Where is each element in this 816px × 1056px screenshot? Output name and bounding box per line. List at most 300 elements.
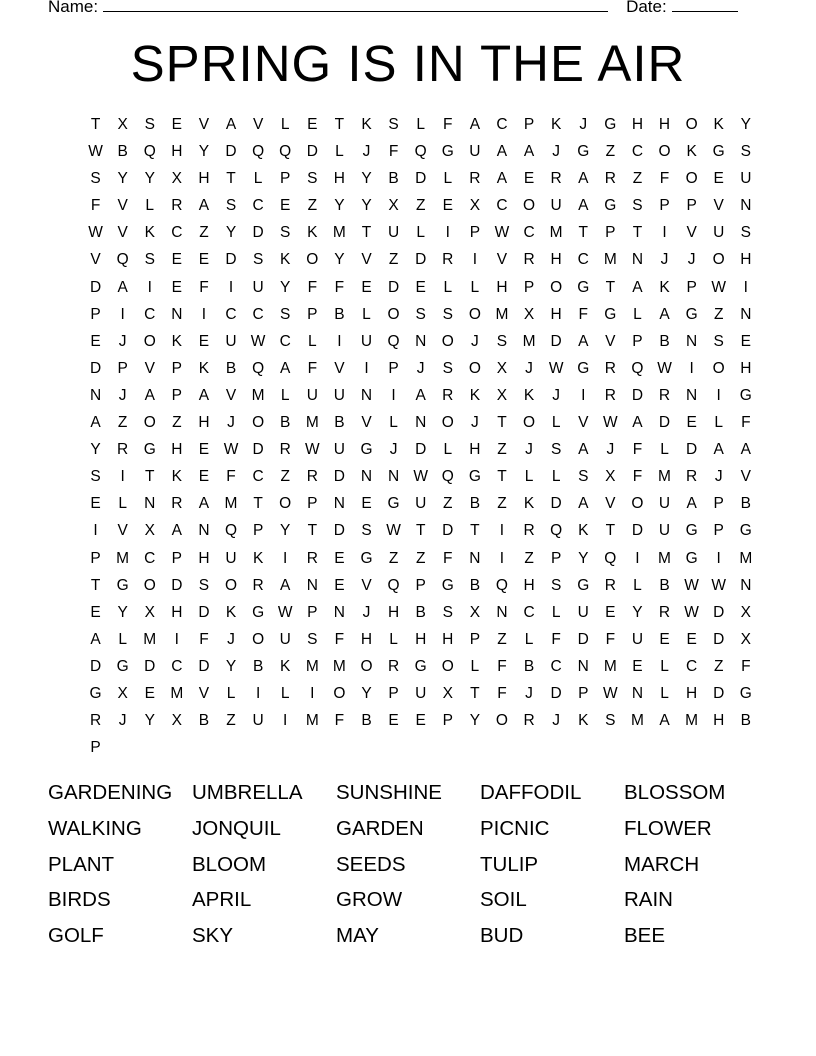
grid-letter[interactable]: P bbox=[307, 495, 318, 513]
grid-letter[interactable]: E bbox=[90, 332, 101, 350]
grid-letter[interactable]: J bbox=[227, 630, 235, 648]
grid-letter[interactable]: J bbox=[389, 441, 398, 459]
grid-letter[interactable]: Z bbox=[415, 197, 426, 215]
name-blank-line[interactable] bbox=[103, 0, 608, 12]
grid-letter[interactable]: G bbox=[739, 522, 752, 540]
grid-letter[interactable]: E bbox=[713, 170, 724, 188]
grid-letter[interactable]: O bbox=[279, 495, 292, 513]
grid-letter[interactable]: I bbox=[472, 251, 478, 269]
grid-letter[interactable]: N bbox=[387, 468, 400, 486]
grid-letter[interactable]: M bbox=[603, 657, 617, 675]
date-blank-line[interactable] bbox=[672, 0, 738, 12]
grid-letter[interactable]: P bbox=[523, 116, 535, 133]
grid-letter[interactable]: L bbox=[335, 143, 344, 161]
grid-letter[interactable]: B bbox=[740, 495, 751, 513]
grid-letter[interactable]: S bbox=[198, 576, 210, 594]
grid-letter[interactable]: X bbox=[605, 468, 616, 486]
grid-letter[interactable]: H bbox=[171, 603, 183, 621]
grid-letter[interactable]: Y bbox=[740, 116, 751, 133]
grid-letter[interactable]: O bbox=[224, 576, 238, 594]
grid-letter[interactable]: B bbox=[659, 332, 670, 350]
grid-letter[interactable]: D bbox=[252, 224, 264, 242]
grid-letter[interactable]: F bbox=[551, 630, 561, 648]
grid-letter[interactable]: W bbox=[88, 224, 103, 242]
grid-letter[interactable]: X bbox=[740, 630, 751, 648]
grid-letter[interactable]: Y bbox=[361, 684, 372, 702]
grid-letter[interactable]: Y bbox=[578, 549, 589, 567]
grid-letter[interactable]: U bbox=[225, 549, 237, 567]
grid-letter[interactable]: A bbox=[659, 305, 670, 323]
grid-letter[interactable]: T bbox=[497, 414, 507, 432]
grid-letter[interactable]: W bbox=[223, 441, 239, 459]
grid-letter[interactable]: F bbox=[388, 143, 399, 161]
grid-letter[interactable]: O bbox=[685, 116, 698, 133]
grid-letter[interactable]: E bbox=[198, 251, 210, 269]
grid-letter[interactable]: M bbox=[305, 414, 319, 432]
grid-letter[interactable]: H bbox=[198, 170, 210, 188]
grid-letter[interactable]: G bbox=[441, 576, 454, 594]
grid-letter[interactable]: Y bbox=[361, 170, 372, 188]
grid-letter[interactable]: M bbox=[305, 712, 319, 730]
grid-letter[interactable]: W bbox=[548, 359, 564, 377]
grid-letter[interactable]: Z bbox=[497, 630, 507, 648]
grid-letter[interactable]: V bbox=[361, 576, 372, 594]
grid-letter[interactable]: L bbox=[633, 576, 642, 594]
grid-letter[interactable]: V bbox=[252, 116, 264, 133]
grid-letter[interactable]: J bbox=[362, 603, 371, 621]
grid-letter[interactable]: Z bbox=[713, 305, 724, 323]
grid-letter[interactable]: M bbox=[603, 251, 617, 269]
grid-letter[interactable]: B bbox=[361, 712, 372, 730]
grid-letter[interactable]: A bbox=[225, 116, 237, 133]
grid-letter[interactable]: S bbox=[740, 224, 751, 242]
grid-letter[interactable]: A bbox=[578, 495, 589, 513]
grid-letter[interactable]: G bbox=[252, 603, 265, 621]
grid-letter[interactable]: O bbox=[143, 414, 156, 432]
grid-letter[interactable]: Q bbox=[224, 522, 238, 540]
grid-letter[interactable]: I bbox=[743, 278, 748, 296]
grid-letter[interactable]: L bbox=[551, 414, 561, 432]
grid-letter[interactable]: S bbox=[578, 468, 589, 486]
grid-letter[interactable]: T bbox=[226, 170, 236, 188]
grid-letter[interactable]: X bbox=[496, 359, 508, 377]
grid-letter[interactable]: H bbox=[171, 441, 183, 459]
grid-letter[interactable]: Y bbox=[90, 441, 101, 459]
grid-letter[interactable]: G bbox=[685, 549, 698, 567]
grid-letter[interactable]: S bbox=[361, 522, 372, 540]
grid-letter[interactable]: L bbox=[145, 197, 155, 215]
grid-letter[interactable]: I bbox=[364, 359, 369, 377]
grid-letter[interactable]: E bbox=[740, 332, 751, 350]
grid-letter[interactable]: N bbox=[144, 495, 156, 513]
grid-letter[interactable]: K bbox=[171, 332, 182, 350]
grid-letter[interactable]: U bbox=[577, 603, 589, 621]
grid-letter[interactable]: P bbox=[713, 495, 724, 513]
grid-letter[interactable]: Y bbox=[225, 224, 237, 242]
grid-letter[interactable]: C bbox=[631, 143, 644, 161]
grid-letter[interactable]: P bbox=[90, 305, 101, 323]
grid-letter[interactable]: I bbox=[310, 684, 315, 702]
grid-letter[interactable]: M bbox=[630, 712, 644, 730]
grid-letter[interactable]: Q bbox=[604, 549, 617, 567]
grid-letter[interactable]: I bbox=[147, 278, 152, 296]
grid-letter[interactable]: A bbox=[496, 143, 508, 161]
grid-letter[interactable]: Z bbox=[280, 468, 290, 486]
grid-letter[interactable]: B bbox=[388, 170, 399, 188]
grid-letter[interactable]: F bbox=[632, 468, 643, 486]
grid-letter[interactable]: M bbox=[251, 386, 265, 404]
grid-letter[interactable]: K bbox=[198, 359, 210, 377]
grid-letter[interactable]: O bbox=[712, 359, 725, 377]
grid-letter[interactable]: P bbox=[605, 224, 616, 242]
grid-letter[interactable]: D bbox=[333, 522, 345, 540]
grid-letter[interactable]: V bbox=[144, 359, 155, 377]
grid-letter[interactable]: L bbox=[443, 170, 453, 188]
grid-letter[interactable]: D bbox=[89, 359, 102, 377]
grid-letter[interactable]: T bbox=[90, 116, 101, 133]
grid-letter[interactable]: V bbox=[605, 332, 616, 350]
grid-letter[interactable]: R bbox=[171, 495, 183, 513]
grid-letter[interactable]: R bbox=[658, 603, 671, 621]
grid-letter[interactable]: H bbox=[198, 549, 210, 567]
grid-letter[interactable]: I bbox=[283, 712, 288, 730]
grid-letter[interactable]: Z bbox=[388, 549, 399, 567]
grid-letter[interactable]: S bbox=[225, 197, 237, 215]
grid-letter[interactable]: H bbox=[333, 170, 345, 188]
grid-letter[interactable]: O bbox=[631, 495, 644, 513]
grid-letter[interactable]: D bbox=[306, 143, 318, 161]
grid-letter[interactable]: N bbox=[740, 576, 752, 594]
grid-letter[interactable]: N bbox=[469, 549, 481, 567]
grid-letter[interactable]: I bbox=[499, 522, 505, 540]
grid-letter[interactable]: X bbox=[496, 386, 508, 404]
grid-letter[interactable]: L bbox=[443, 441, 453, 459]
grid-letter[interactable]: Y bbox=[144, 170, 155, 188]
grid-letter[interactable]: G bbox=[116, 576, 129, 594]
grid-letter[interactable]: V bbox=[117, 522, 128, 540]
grid-letter[interactable]: E bbox=[171, 116, 182, 133]
grid-letter[interactable]: F bbox=[497, 684, 507, 702]
grid-letter[interactable]: Z bbox=[172, 414, 182, 432]
grid-letter[interactable]: J bbox=[552, 712, 561, 730]
grid-letter[interactable]: D bbox=[631, 386, 644, 404]
grid-letter[interactable]: V bbox=[496, 251, 508, 269]
grid-letter[interactable]: D bbox=[713, 630, 725, 648]
grid-letter[interactable]: G bbox=[685, 305, 698, 323]
grid-letter[interactable]: K bbox=[307, 224, 318, 242]
grid-letter[interactable]: Y bbox=[117, 170, 128, 188]
grid-letter[interactable]: O bbox=[441, 414, 454, 432]
grid-letter[interactable]: D bbox=[171, 576, 183, 594]
grid-letter[interactable]: G bbox=[739, 386, 752, 404]
grid-letter[interactable]: T bbox=[253, 495, 263, 513]
grid-letter[interactable]: X bbox=[388, 197, 399, 215]
grid-letter[interactable]: S bbox=[550, 441, 562, 459]
grid-letter[interactable]: D bbox=[415, 170, 427, 188]
grid-letter[interactable]: E bbox=[334, 549, 345, 567]
grid-letter[interactable]: J bbox=[416, 359, 425, 377]
grid-letter[interactable]: E bbox=[415, 712, 426, 730]
grid-letter[interactable]: G bbox=[739, 684, 752, 702]
grid-letter[interactable]: M bbox=[305, 657, 319, 675]
grid-letter[interactable]: I bbox=[716, 549, 721, 567]
grid-letter[interactable]: P bbox=[578, 684, 589, 702]
grid-letter[interactable]: A bbox=[578, 441, 589, 459]
grid-letter[interactable]: K bbox=[252, 549, 264, 567]
grid-letter[interactable]: N bbox=[306, 576, 318, 594]
grid-letter[interactable]: U bbox=[740, 170, 752, 188]
grid-letter[interactable]: L bbox=[470, 278, 480, 296]
grid-letter[interactable]: O bbox=[523, 197, 536, 215]
grid-letter[interactable]: H bbox=[740, 359, 752, 377]
grid-letter[interactable]: L bbox=[389, 414, 398, 432]
grid-letter[interactable]: O bbox=[550, 278, 563, 296]
grid-letter[interactable]: Q bbox=[252, 143, 265, 161]
grid-letter[interactable]: J bbox=[227, 414, 235, 432]
grid-letter[interactable]: W bbox=[711, 278, 727, 296]
grid-letter[interactable]: C bbox=[523, 603, 535, 621]
grid-letter[interactable]: N bbox=[631, 684, 644, 702]
grid-letter[interactable]: P bbox=[307, 305, 318, 323]
grid-letter[interactable]: D bbox=[550, 332, 562, 350]
grid-letter[interactable]: D bbox=[198, 657, 210, 675]
grid-letter[interactable]: V bbox=[361, 414, 372, 432]
grid-letter[interactable]: U bbox=[631, 630, 644, 648]
grid-letter[interactable]: F bbox=[605, 630, 616, 648]
grid-letter[interactable]: L bbox=[633, 305, 642, 323]
grid-letter[interactable]: Z bbox=[307, 197, 318, 215]
grid-letter[interactable]: O bbox=[468, 359, 481, 377]
grid-letter[interactable]: C bbox=[171, 224, 183, 242]
grid-letter[interactable]: S bbox=[550, 576, 562, 594]
grid-letter[interactable]: G bbox=[577, 278, 590, 296]
grid-letter[interactable]: R bbox=[279, 441, 291, 459]
grid-letter[interactable]: R bbox=[686, 468, 698, 486]
grid-letter[interactable]: H bbox=[198, 414, 210, 432]
grid-letter[interactable]: I bbox=[716, 386, 721, 404]
grid-letter[interactable]: X bbox=[469, 197, 481, 215]
grid-letter[interactable]: U bbox=[333, 441, 345, 459]
grid-letter[interactable]: F bbox=[199, 630, 209, 648]
grid-letter[interactable]: J bbox=[687, 251, 696, 269]
grid-letter[interactable]: K bbox=[144, 224, 155, 242]
grid-letter[interactable]: O bbox=[360, 657, 373, 675]
grid-letter[interactable]: G bbox=[360, 549, 373, 567]
grid-letter[interactable]: I bbox=[120, 305, 125, 323]
grid-letter[interactable]: J bbox=[525, 359, 533, 377]
grid-letter[interactable]: J bbox=[525, 441, 533, 459]
grid-letter[interactable]: I bbox=[499, 549, 505, 567]
grid-letter[interactable]: Q bbox=[279, 143, 292, 161]
grid-letter[interactable]: E bbox=[198, 332, 210, 350]
grid-letter[interactable]: P bbox=[523, 278, 535, 296]
grid-letter[interactable]: R bbox=[306, 468, 318, 486]
grid-letter[interactable]: P bbox=[280, 170, 291, 188]
grid-letter[interactable]: N bbox=[198, 522, 210, 540]
grid-letter[interactable]: C bbox=[252, 305, 264, 323]
grid-letter[interactable]: E bbox=[171, 278, 182, 296]
grid-letter[interactable]: G bbox=[685, 522, 698, 540]
grid-letter[interactable]: E bbox=[632, 657, 643, 675]
grid-letter[interactable]: W bbox=[711, 576, 727, 594]
grid-letter[interactable]: J bbox=[660, 251, 669, 269]
grid-letter[interactable]: R bbox=[658, 386, 671, 404]
grid-letter[interactable]: J bbox=[118, 332, 127, 350]
grid-letter[interactable]: D bbox=[713, 684, 725, 702]
grid-letter[interactable]: W bbox=[684, 603, 699, 621]
grid-letter[interactable]: A bbox=[578, 170, 589, 188]
grid-letter[interactable]: X bbox=[740, 603, 751, 621]
grid-letter[interactable]: S bbox=[442, 305, 453, 323]
grid-letter[interactable]: U bbox=[333, 386, 345, 404]
grid-letter[interactable]: X bbox=[117, 684, 128, 702]
grid-letter[interactable]: K bbox=[550, 116, 562, 133]
grid-letter[interactable]: C bbox=[144, 549, 156, 567]
grid-letter[interactable]: A bbox=[469, 116, 481, 133]
grid-letter[interactable]: X bbox=[117, 116, 128, 133]
grid-letter[interactable]: V bbox=[198, 684, 210, 702]
grid-letter[interactable]: C bbox=[686, 657, 698, 675]
grid-letter[interactable]: I bbox=[93, 522, 98, 540]
grid-letter[interactable]: C bbox=[171, 657, 183, 675]
grid-letter[interactable]: N bbox=[496, 603, 508, 621]
grid-letter[interactable]: V bbox=[740, 468, 751, 486]
grid-letter[interactable]: E bbox=[307, 116, 318, 133]
grid-letter[interactable]: A bbox=[659, 712, 670, 730]
grid-letter[interactable]: L bbox=[118, 495, 127, 513]
grid-letter[interactable]: U bbox=[415, 684, 427, 702]
grid-letter[interactable]: A bbox=[578, 332, 589, 350]
grid-letter[interactable]: T bbox=[497, 468, 507, 486]
grid-letter[interactable]: H bbox=[550, 305, 562, 323]
grid-letter[interactable]: F bbox=[90, 197, 101, 215]
grid-letter[interactable]: R bbox=[171, 197, 183, 215]
grid-letter[interactable]: F bbox=[307, 278, 318, 296]
grid-letter[interactable]: B bbox=[334, 414, 345, 432]
grid-letter[interactable]: F bbox=[741, 657, 751, 675]
grid-letter[interactable]: D bbox=[713, 603, 725, 621]
grid-letter[interactable]: D bbox=[333, 468, 345, 486]
grid-letter[interactable]: H bbox=[523, 576, 535, 594]
grid-letter[interactable]: A bbox=[198, 197, 210, 215]
grid-letter[interactable]: P bbox=[469, 630, 481, 648]
grid-letter[interactable]: C bbox=[496, 197, 508, 215]
grid-letter[interactable]: N bbox=[333, 495, 345, 513]
grid-letter[interactable]: L bbox=[660, 684, 669, 702]
grid-letter[interactable]: I bbox=[445, 224, 450, 242]
grid-letter[interactable]: R bbox=[469, 170, 481, 188]
grid-letter[interactable]: Z bbox=[117, 414, 128, 432]
grid-letter[interactable]: G bbox=[89, 684, 102, 702]
grid-letter[interactable]: K bbox=[659, 278, 670, 296]
grid-letter[interactable]: U bbox=[225, 332, 237, 350]
grid-letter[interactable]: A bbox=[632, 414, 643, 432]
grid-letter[interactable]: P bbox=[90, 549, 101, 567]
grid-letter[interactable]: R bbox=[442, 386, 454, 404]
grid-letter[interactable]: X bbox=[171, 170, 182, 188]
grid-letter[interactable]: B bbox=[659, 576, 670, 594]
grid-letter[interactable]: W bbox=[684, 576, 699, 594]
grid-letter[interactable]: I bbox=[689, 359, 694, 377]
grid-letter[interactable]: R bbox=[523, 251, 535, 269]
grid-letter[interactable]: L bbox=[443, 278, 453, 296]
grid-letter[interactable]: B bbox=[252, 657, 264, 675]
grid-letter[interactable]: I bbox=[120, 468, 125, 486]
grid-letter[interactable]: K bbox=[578, 712, 589, 730]
grid-letter[interactable]: V bbox=[578, 414, 589, 432]
grid-letter[interactable]: Q bbox=[414, 143, 427, 161]
grid-letter[interactable]: Z bbox=[497, 495, 507, 513]
grid-letter[interactable]: D bbox=[144, 657, 156, 675]
grid-letter[interactable]: X bbox=[469, 603, 481, 621]
grid-letter[interactable]: P bbox=[686, 197, 697, 215]
grid-letter[interactable]: P bbox=[171, 359, 182, 377]
grid-letter[interactable]: A bbox=[198, 386, 210, 404]
grid-letter[interactable]: Z bbox=[497, 441, 507, 459]
grid-letter[interactable]: X bbox=[171, 712, 182, 730]
grid-letter[interactable]: S bbox=[90, 170, 101, 188]
grid-letter[interactable]: U bbox=[713, 224, 725, 242]
grid-letter[interactable]: K bbox=[171, 468, 182, 486]
grid-letter[interactable]: D bbox=[631, 522, 644, 540]
grid-letter[interactable]: E bbox=[361, 278, 372, 296]
grid-letter[interactable]: A bbox=[90, 414, 101, 432]
grid-letter[interactable]: W bbox=[413, 468, 428, 486]
grid-letter[interactable]: O bbox=[712, 251, 725, 269]
grid-letter[interactable]: Q bbox=[387, 332, 400, 350]
grid-letter[interactable]: B bbox=[198, 712, 210, 730]
grid-letter[interactable]: P bbox=[117, 359, 128, 377]
grid-letter[interactable]: B bbox=[469, 576, 481, 594]
grid-letter[interactable]: R bbox=[89, 712, 102, 730]
grid-letter[interactable]: E bbox=[415, 278, 426, 296]
grid-letter[interactable]: S bbox=[415, 305, 426, 323]
grid-letter[interactable]: R bbox=[117, 441, 129, 459]
grid-letter[interactable]: T bbox=[578, 224, 588, 242]
grid-letter[interactable]: V bbox=[90, 251, 101, 269]
grid-letter[interactable]: R bbox=[604, 359, 616, 377]
grid-letter[interactable]: N bbox=[89, 386, 102, 404]
grid-letter[interactable]: D bbox=[550, 684, 562, 702]
grid-letter[interactable]: A bbox=[740, 441, 751, 459]
grid-letter[interactable]: P bbox=[171, 549, 182, 567]
grid-letter[interactable]: J bbox=[552, 143, 561, 161]
grid-letter[interactable]: O bbox=[252, 414, 265, 432]
grid-letter[interactable]: P bbox=[388, 359, 399, 377]
grid-letter[interactable]: Y bbox=[632, 603, 643, 621]
grid-letter[interactable]: C bbox=[144, 305, 156, 323]
grid-letter[interactable]: T bbox=[361, 224, 372, 242]
grid-letter[interactable]: A bbox=[144, 386, 155, 404]
grid-letter[interactable]: M bbox=[549, 224, 563, 242]
grid-letter[interactable]: A bbox=[496, 170, 508, 188]
grid-letter[interactable]: M bbox=[522, 332, 536, 350]
grid-letter[interactable]: H bbox=[740, 251, 752, 269]
grid-letter[interactable]: F bbox=[334, 630, 345, 648]
grid-letter[interactable]: P bbox=[469, 224, 481, 242]
grid-letter[interactable]: S bbox=[144, 251, 155, 269]
grid-letter[interactable]: W bbox=[277, 603, 293, 621]
grid-letter[interactable]: E bbox=[388, 712, 399, 730]
grid-letter[interactable]: F bbox=[199, 278, 209, 296]
grid-letter[interactable]: L bbox=[280, 386, 290, 404]
grid-letter[interactable]: F bbox=[659, 170, 670, 188]
grid-letter[interactable]: P bbox=[713, 522, 724, 540]
grid-letter[interactable]: R bbox=[550, 170, 562, 188]
grid-letter[interactable]: G bbox=[143, 441, 156, 459]
grid-letter[interactable]: G bbox=[604, 305, 617, 323]
grid-letter[interactable]: Y bbox=[280, 522, 291, 540]
